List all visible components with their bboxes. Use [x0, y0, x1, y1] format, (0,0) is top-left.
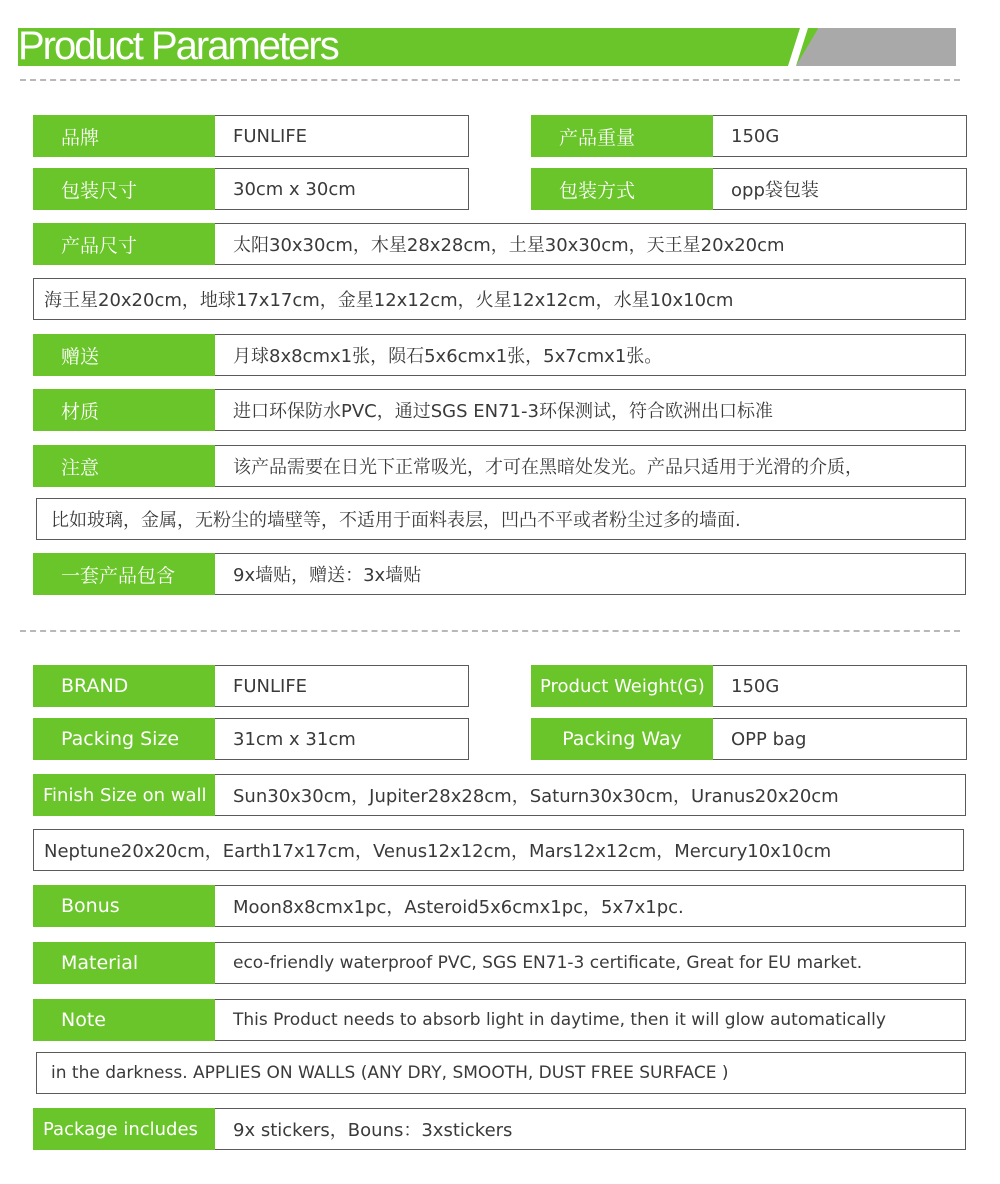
en-note-value: This Product needs to absorb light in daytime, then it will glow automatically [215, 999, 966, 1041]
en-weight-value: 150G [713, 665, 967, 707]
cn-size-value: 太阳30x30cm，木星28x28cm，土星30x30cm，天王星20x20cm [215, 223, 966, 265]
cn-brand-value: FUNLIFE [215, 115, 469, 157]
en-bonus-label: Bonus [33, 885, 215, 927]
en-brand-value: FUNLIFE [215, 665, 469, 707]
en-size-value-continued: Neptune20x20cm，Earth17x17cm，Venus12x12cm，Mars12x12cm，Mercury10x10cm [33, 829, 964, 871]
divider-top [20, 79, 960, 81]
en-material-label: Material [33, 942, 215, 984]
en-brand-label: BRAND [33, 665, 215, 707]
en-package-value: 9x stickers，Bouns：3xstickers [215, 1108, 966, 1150]
en-package-label: Package includes [33, 1108, 215, 1150]
cn-note-value: 该产品需要在日光下正常吸光，才可在黑暗处发光。产品只适用于光滑的介质， [215, 445, 966, 487]
cn-pack-size-value: 30cm x 30cm [215, 168, 469, 210]
cn-size-value-continued: 海王星20x20cm，地球17x17cm，金星12x12cm，火星12x12cm，水星10x10cm [33, 278, 966, 320]
en-pack-size-value: 31cm x 31cm [215, 718, 469, 760]
cn-pack-size-label: 包装尺寸 [33, 168, 215, 210]
cn-package-value: 9x墙贴，赠送：3x墙贴 [215, 553, 966, 595]
cn-material-label: 材质 [33, 389, 215, 431]
en-size-value: Sun30x30cm，Jupiter28x28cm，Saturn30x30cm，Uranus20x20cm [215, 774, 966, 816]
en-size-label: Finish Size on wall [33, 774, 215, 816]
divider-middle [20, 630, 960, 632]
page-title: Product Parameters [18, 24, 338, 68]
en-note-value-continued: in the darkness. APPLIES ON WALLS (ANY DRY, SMOOTH, DUST FREE SURFACE ) [36, 1052, 966, 1094]
cn-bonus-value: 月球8x8cmx1张，陨石5x6cmx1张，5x7cmx1张。 [215, 334, 966, 376]
en-pack-way-label: Packing Way [531, 718, 713, 760]
cn-brand-label: 品牌 [33, 115, 215, 157]
cn-weight-value: 150G [713, 115, 967, 157]
cn-pack-way-label: 包装方式 [531, 168, 713, 210]
cn-size-label: 产品尺寸 [33, 223, 215, 265]
cn-note-label: 注意 [33, 445, 215, 487]
en-note-label: Note [33, 999, 215, 1041]
en-bonus-value: Moon8x8cmx1pc，Asteroid5x6cmx1pc，5x7x1pc. [215, 885, 966, 927]
en-material-value: eco-friendly waterproof PVC, SGS EN71-3 certificate, Great for EU market. [215, 942, 966, 984]
cn-weight-label: 产品重量 [531, 115, 713, 157]
header-accent-stripe [796, 28, 956, 66]
cn-package-label: 一套产品包含 [33, 553, 215, 595]
cn-pack-way-value: opp袋包装 [713, 168, 967, 210]
en-weight-label: Product Weight(G) [531, 665, 713, 707]
cn-material-value: 进口环保防水PVC，通过SGS EN71-3环保测试，符合欧洲出口标准 [215, 389, 966, 431]
en-pack-way-value: OPP bag [713, 718, 967, 760]
en-pack-size-label: Packing Size [33, 718, 215, 760]
cn-note-value-continued: 比如玻璃，金属，无粉尘的墙壁等，不适用于面料表层，凹凸不平或者粉尘过多的墙面. [36, 498, 966, 540]
cn-bonus-label: 赠送 [33, 334, 215, 376]
